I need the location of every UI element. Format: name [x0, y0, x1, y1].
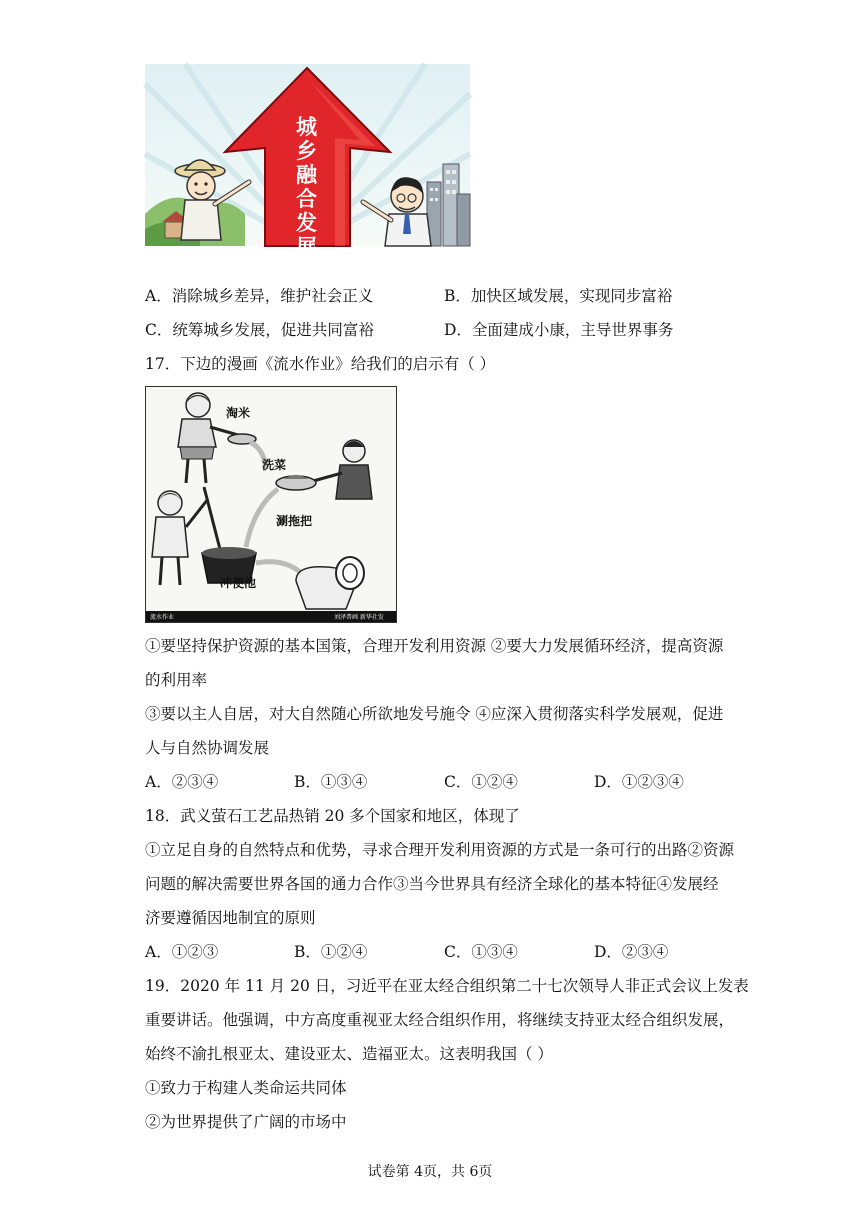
q18-statements-line1: ①立足自身的自然特点和优势，寻求合理开发利用资源的方式是一条可行的出路②资源 [145, 841, 735, 859]
q17-option-c: C．①②④ [444, 773, 518, 791]
q16-option-d: D．全面建成小康，主导世界事务 [444, 321, 674, 339]
water-reuse-cartoon-svg [146, 387, 396, 622]
arrow-char: 乡 [296, 139, 317, 163]
q17-statement-3-4: ③要以主人自居，对大自然随心所欲地发号施令 ④应深入贯彻落实科学发展观，促进 [145, 705, 724, 723]
q19-statement-2: ②为世界提供了广阔的市场中 [145, 1113, 347, 1131]
q17-statement-3-4-cont: 人与自然协调发展 [145, 739, 270, 757]
q16-option-b: B．加快区域发展，实现同步富裕 [444, 287, 673, 305]
q19-stem-line2: 重要讲话。他强调，中方高度重视亚太经合组织作用，将继续支持亚太经合组织发展， [145, 1011, 735, 1029]
q19-statement-1: ①致力于构建人类命运共同体 [145, 1079, 347, 1097]
q19-stem-line3: 始终不渝扎根亚太、建设亚太、造福亚太。这表明我国（ ） [145, 1045, 553, 1063]
arrow-cartoon-svg [145, 64, 470, 259]
q18-option-d: D．②③④ [594, 943, 669, 961]
arrow-char: 合 [296, 187, 317, 211]
q17-statement-1-2: ①要坚持保护资源的基本国策，合理开发利用资源 ②要大力发展循环经济，提高资源 [145, 637, 724, 655]
q18-option-a: A．①②③ [145, 943, 219, 961]
arrow-label [296, 115, 318, 259]
arrow-char: 展 [296, 235, 317, 259]
label-tao-mi: 淘米 [226, 406, 251, 420]
q17-option-a: A．②③④ [145, 773, 219, 791]
arrow-char: 融 [296, 163, 317, 187]
assembly-line-cartoon [145, 386, 397, 623]
q18-option-c: C．①③④ [444, 943, 518, 961]
urban-rural-cartoon [145, 64, 470, 259]
q17-option-b: B．①③④ [294, 773, 368, 791]
q18-statements-line3: 济要遵循因地制宜的原则 [145, 909, 316, 927]
q17-option-d: D．①②③④ [594, 773, 684, 791]
page-footer: 试卷第 4页，共 6页 [367, 1164, 493, 1180]
label-chong-bian-chi: 冲便池 [220, 576, 257, 590]
q19-stem-line1: 19．2020 年 11 月 20 日，习近平在亚太经合组织第二十七次领导人非正式会议上发表 [145, 977, 749, 995]
cartoon-title: 流水作业 [150, 614, 175, 621]
q17-statement-1-2-cont: 的利用率 [145, 671, 208, 689]
label-xi-cai: 洗菜 [262, 458, 287, 472]
q16-option-c: C．统筹城乡发展，促进共同富裕 [145, 321, 374, 339]
cartoon-credit: 刘泽普画 新华社发 [334, 614, 384, 621]
q17-stem: 17．下边的漫画《流水作业》给我们的启示有（ ） [145, 355, 496, 373]
label-shua-tuo-ba: 涮拖把 [276, 514, 313, 528]
arrow-char: 发 [296, 211, 317, 235]
q18-stem: 18．武义萤石工艺品热销 20 多个国家和地区，体现了 [145, 807, 520, 825]
q18-statements-line2: 问题的解决需要世界各国的通力合作③当今世界具有经济全球化的基本特征④发展经 [145, 875, 719, 893]
q16-option-a: A．消除城乡差异，维护社会正义 [145, 287, 374, 305]
arrow-char: 城 [296, 115, 317, 139]
q18-option-b: B．①②④ [294, 943, 368, 961]
